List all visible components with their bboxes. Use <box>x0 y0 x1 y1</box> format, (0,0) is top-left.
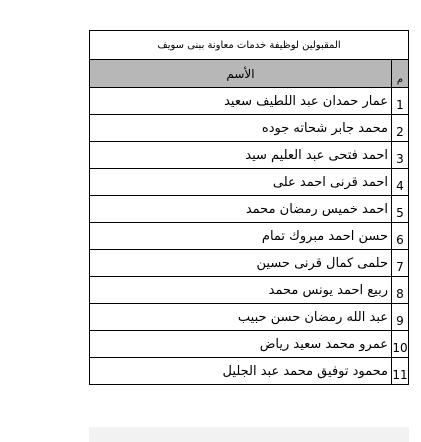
header-name-cell: الأسم <box>226 66 255 81</box>
name-cell[interactable]: محمد جابر شحاته جوده <box>261 120 388 136</box>
table-row[interactable] <box>90 115 408 142</box>
row-number-cell[interactable]: 10 <box>391 331 408 357</box>
name-cell[interactable]: حسن احمد مبروك تمام <box>261 228 388 244</box>
row-number-cell[interactable]: 7 <box>391 250 408 276</box>
row-number-cell[interactable]: 4 <box>391 169 408 195</box>
sheet-bottom-band <box>89 427 409 442</box>
name-cell[interactable]: عمرو محمد سعيد رياض <box>259 336 388 352</box>
table-row[interactable] <box>90 331 408 358</box>
name-cell[interactable]: احمد خميس رمضان محمد <box>245 201 388 217</box>
name-cell[interactable]: محمود توفيق محمد عبد الجليل <box>222 363 388 379</box>
table-row[interactable] <box>90 304 408 331</box>
name-cell[interactable]: عمار حمدان عبد اللطيف سعيد <box>224 93 388 109</box>
table-title: المقبولين لوظيفة خدمات معاونة ببنى سويف <box>90 31 408 60</box>
table-row[interactable] <box>90 142 408 169</box>
table-row[interactable] <box>90 88 408 115</box>
table-row[interactable] <box>90 250 408 277</box>
accepted-list-table <box>89 30 409 385</box>
header-number-cell: م <box>391 60 408 87</box>
name-cell[interactable]: عبد الله رمضان حسن حبيب <box>237 309 388 325</box>
row-number-cell[interactable]: 2 <box>391 115 408 141</box>
row-number-cell[interactable]: 5 <box>391 196 408 222</box>
name-cell[interactable]: حلمى كمال قرنى حسين <box>256 255 388 271</box>
row-number-cell[interactable]: 9 <box>391 304 408 330</box>
table-row[interactable] <box>90 277 408 304</box>
table-row[interactable] <box>90 169 408 196</box>
table-header-row <box>90 60 408 88</box>
row-number-cell[interactable]: 11 <box>391 358 408 384</box>
name-cell[interactable]: ربيع احمد يونس محمد <box>268 282 388 298</box>
name-cell[interactable]: احمد فتحى عبد العليم سيد <box>245 147 388 163</box>
row-number-cell[interactable]: 8 <box>391 277 408 303</box>
row-number-cell[interactable]: 6 <box>391 223 408 249</box>
table-row[interactable] <box>90 223 408 250</box>
row-number-cell[interactable]: 3 <box>391 142 408 168</box>
name-cell[interactable]: احمد قرنى احمد على <box>272 174 388 190</box>
table-row[interactable] <box>90 358 408 384</box>
row-number-cell[interactable]: 1 <box>391 88 408 114</box>
table-body <box>90 88 408 384</box>
table-row[interactable] <box>90 196 408 223</box>
